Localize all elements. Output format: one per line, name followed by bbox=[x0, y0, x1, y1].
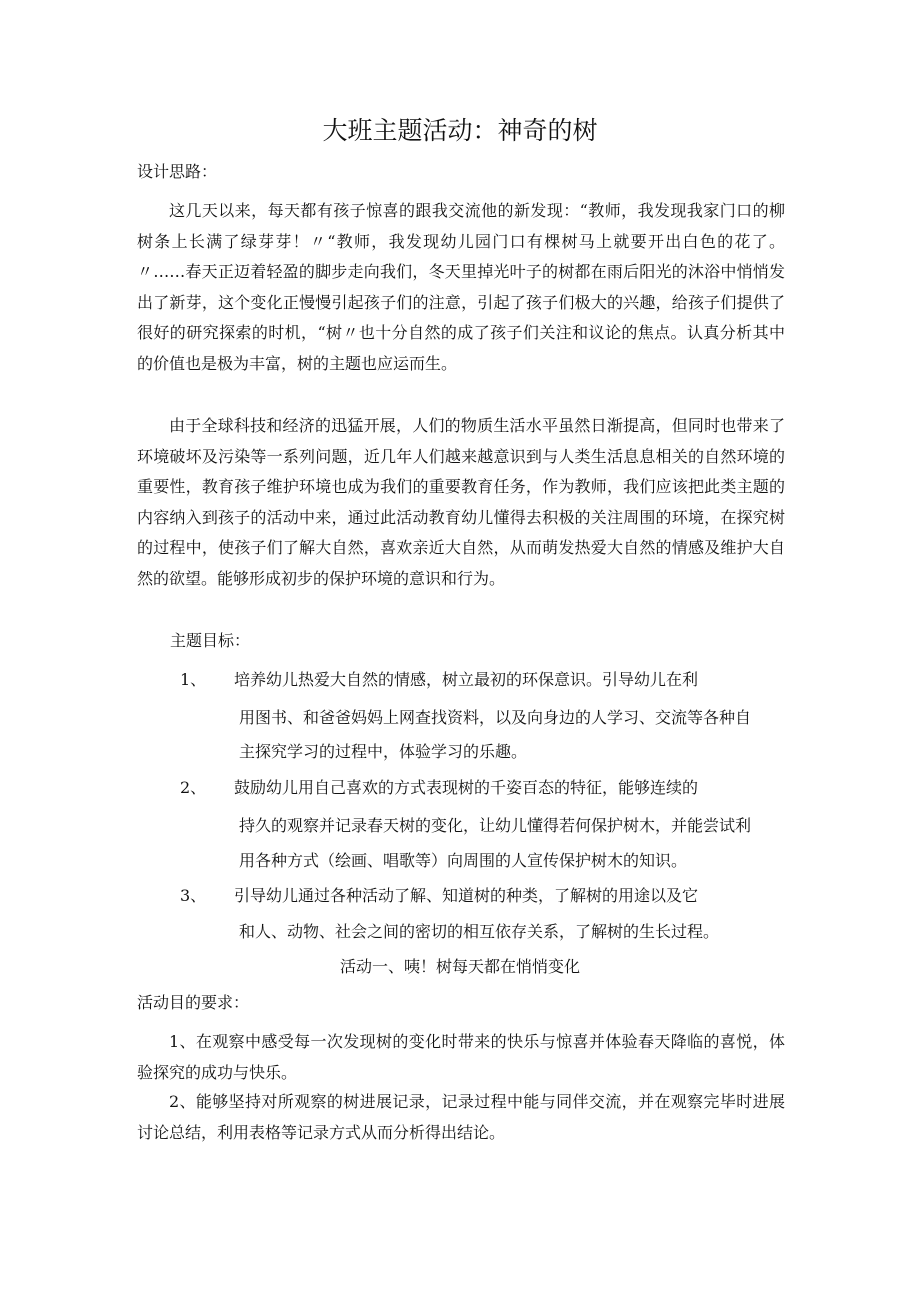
requirement-1: 1、在观察中感受每一次发现树的变化时带来的快乐与惊喜并体验春天降临的喜悦，体验探究的成功与快乐。 bbox=[137, 1032, 785, 1082]
design-paragraph-1: 这几天以来，每天都有孩子惊喜的跟我交流他的新发现：“教师，我发现我家门口的柳树条上长满了绿芽芽！〃“教师，我发现幼儿园门口有棵树马上就要开出白色的花了。〃……春天正迈着轻盈的脚步走向我们，冬天里掉光叶子的树都在雨后阳光的沐浴中悄悄发出了新芽，这个变化正慢慢引起孩子们的注意，引起了孩子们极大的兴趣，给孩子们提供了很好的研究探索的时机，“树〃也十分自然的成了孩子们关注和议论的焦点。认真分析其中的价值也是极为丰富，树的主题也应运而生。 bbox=[137, 201, 785, 373]
activity-title: 活动一、咦！树每天都在悄悄变化 bbox=[339, 957, 580, 976]
requirement-2: 2、能够坚持对所观察的树进展记录，记录过程中能与同伴交流，并在观察完毕时进展讨论总结，利用表格等记录方式从而分析得出结论。 bbox=[137, 1092, 785, 1142]
requirements-label: 活动目的要求： bbox=[137, 993, 250, 1012]
goals-label: 主题目标： bbox=[170, 631, 251, 650]
goal-1-line-1: 培养幼儿热爱大自然的情感，树立最初的环保意识。引导幼儿在利 bbox=[234, 670, 699, 689]
goal-3-line-2: 和人、动物、社会之间的密切的相互依存关系，了解树的生长过程。 bbox=[239, 922, 720, 941]
goal-3-number: 3、 bbox=[180, 886, 207, 905]
document-title: 大班主题活动：神奇的树 bbox=[322, 116, 598, 145]
goal-2-line-1: 鼓励幼儿用自己喜欢的方式表现树的千姿百态的特征，能够连续的 bbox=[234, 778, 699, 797]
goal-1-number: 1、 bbox=[180, 670, 207, 689]
design-paragraph-2: 由于全球科技和经济的迅猛开展，人们的物质生活水平虽然日渐提高，但同时也带来了环境破坏及污染等一系列问题，近几年人们越来越意识到与人类生活息息相关的自然环境的重要性，教育孩子维护环境也成为我们的重要教育任务，作为教师，我们应该把此类主题的内容纳入到孩子的活动中来，通过此活动教育幼儿懂得去积极的关注周围的环境，在探究树的过程中，使孩子们了解大自然，喜欢亲近大自然，从而萌发热爱大自然的情感及维护大自然的欲望。能够形成初步的保护环境的意识和行为。 bbox=[137, 416, 785, 588]
goal-2-line-3: 用各种方式（绘画、唱歌等）向周围的人宣传保护树木的知识。 bbox=[239, 851, 688, 870]
design-label: 设计思路： bbox=[137, 162, 218, 181]
goal-1-line-2: 用图书、和爸爸妈妈上网查找资料，以及向身边的人学习、交流等各种自 bbox=[239, 708, 752, 727]
goal-2-line-2: 持久的观察并记录春天树的变化，让幼儿懂得若何保护树木，并能尝试利 bbox=[239, 816, 752, 835]
goal-2-number: 2、 bbox=[180, 778, 207, 797]
goal-3-line-1: 引导幼儿通过各种活动了解、知道树的种类，了解树的用途以及它 bbox=[234, 886, 699, 905]
goal-1-line-3: 主探究学习的过程中，体验学习的乐趣。 bbox=[239, 742, 528, 761]
